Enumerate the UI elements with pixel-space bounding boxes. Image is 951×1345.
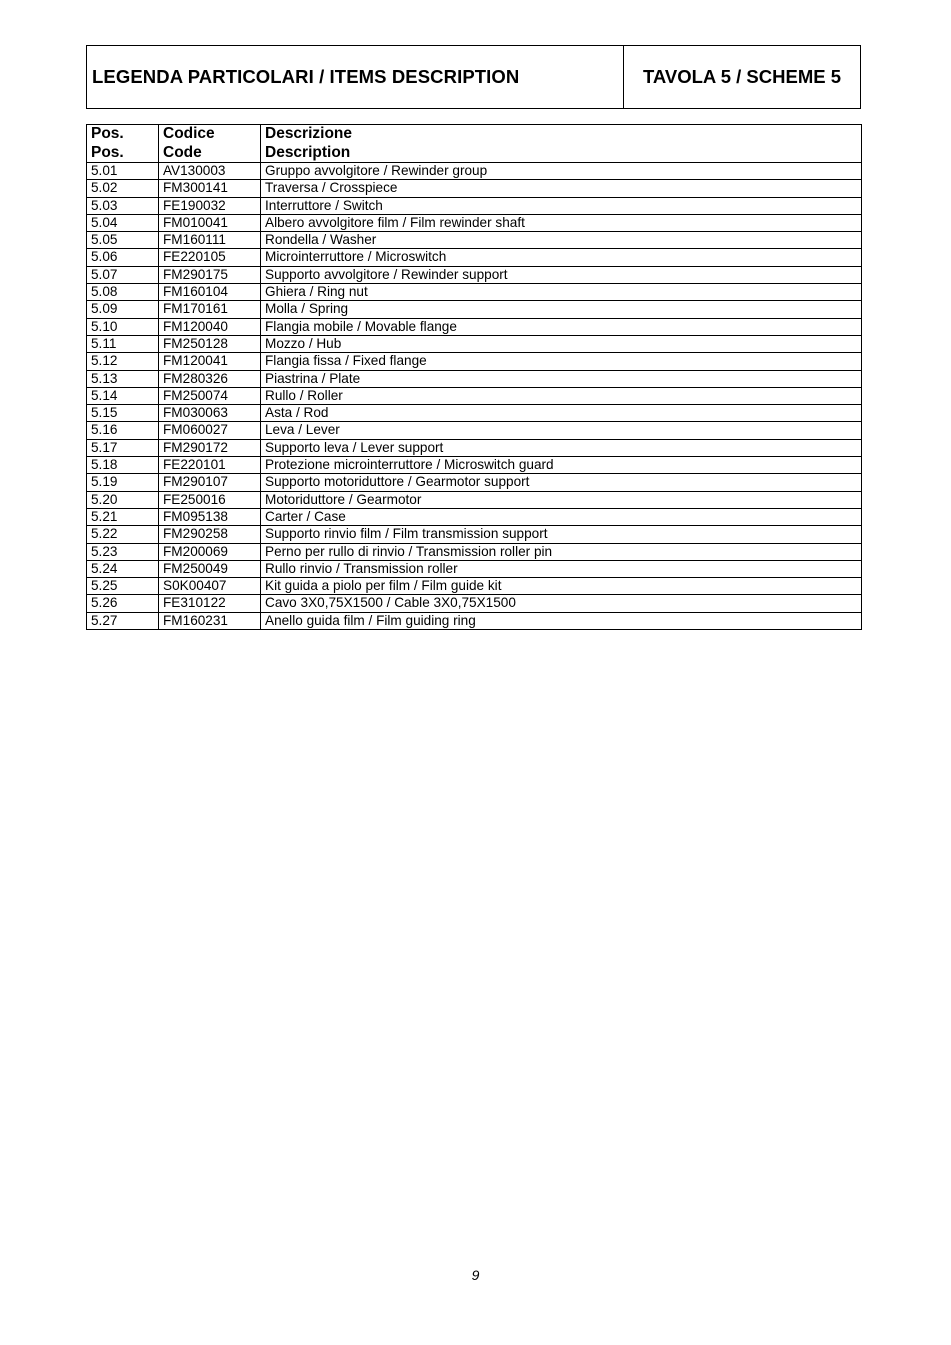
cell-code: FE190032 bbox=[159, 197, 261, 214]
cell-code: FM060027 bbox=[159, 422, 261, 439]
cell-description: Albero avvolgitore film / Film rewinder shaft bbox=[261, 214, 862, 231]
cell-position: 5.20 bbox=[87, 491, 159, 508]
cell-position: 5.01 bbox=[87, 163, 159, 180]
cell-description: Interruttore / Switch bbox=[261, 197, 862, 214]
cell-description: Asta / Rod bbox=[261, 405, 862, 422]
table-row bbox=[87, 612, 862, 629]
table-row bbox=[87, 422, 862, 439]
cell-code: FM095138 bbox=[159, 508, 261, 525]
column-header-line: Pos. bbox=[91, 143, 124, 161]
cell-position: 5.02 bbox=[87, 180, 159, 197]
cell-description: Molla / Spring bbox=[261, 301, 862, 318]
cell-position: 5.03 bbox=[87, 197, 159, 214]
cell-position: 5.17 bbox=[87, 439, 159, 456]
cell-description: Microinterruttore / Microswitch bbox=[261, 249, 862, 266]
table-row bbox=[87, 163, 862, 180]
cell-description: Flangia mobile / Movable flange bbox=[261, 318, 862, 335]
table-row bbox=[87, 318, 862, 335]
cell-position: 5.06 bbox=[87, 249, 159, 266]
cell-description: Carter / Case bbox=[261, 508, 862, 525]
cell-description: Ghiera / Ring nut bbox=[261, 284, 862, 301]
table-row bbox=[87, 457, 862, 474]
cell-description: Cavo 3X0,75X1500 / Cable 3X0,75X1500 bbox=[261, 595, 862, 612]
column-header-line: Pos. bbox=[91, 125, 124, 142]
table-row bbox=[87, 197, 862, 214]
cell-description: Supporto leva / Lever support bbox=[261, 439, 862, 456]
cell-position: 5.08 bbox=[87, 284, 159, 301]
table-row bbox=[87, 560, 862, 577]
cell-code: FE250016 bbox=[159, 491, 261, 508]
cell-position: 5.12 bbox=[87, 353, 159, 370]
cell-code: FM290258 bbox=[159, 526, 261, 543]
cell-description: Protezione microinterruttore / Microswitch guard bbox=[261, 457, 862, 474]
table-header-row bbox=[87, 125, 862, 163]
table-row bbox=[87, 595, 862, 612]
cell-code: FM300141 bbox=[159, 180, 261, 197]
table-row bbox=[87, 526, 862, 543]
table-row bbox=[87, 249, 862, 266]
cell-position: 5.22 bbox=[87, 526, 159, 543]
cell-code: FM290172 bbox=[159, 439, 261, 456]
cell-position: 5.11 bbox=[87, 335, 159, 352]
cell-description: Rullo rinvio / Transmission roller bbox=[261, 560, 862, 577]
cell-position: 5.13 bbox=[87, 370, 159, 387]
table-row bbox=[87, 370, 862, 387]
cell-position: 5.26 bbox=[87, 595, 159, 612]
document-title: LEGENDA PARTICOLARI / ITEMS DESCRIPTION bbox=[87, 46, 624, 108]
column-header-description bbox=[261, 125, 862, 163]
column-header-line: Descrizione bbox=[265, 125, 353, 142]
cell-code: FM280326 bbox=[159, 370, 261, 387]
cell-position: 5.15 bbox=[87, 405, 159, 422]
cell-code: FM030063 bbox=[159, 405, 261, 422]
cell-position: 5.21 bbox=[87, 508, 159, 525]
table-row bbox=[87, 543, 862, 560]
cell-position: 5.04 bbox=[87, 214, 159, 231]
cell-code: FM200069 bbox=[159, 543, 261, 560]
cell-code: FM290107 bbox=[159, 474, 261, 491]
cell-position: 5.07 bbox=[87, 266, 159, 283]
cell-description: Kit guida a piolo per film / Film guide kit bbox=[261, 578, 862, 595]
cell-description: Perno per rullo di rinvio / Transmission roller pin bbox=[261, 543, 862, 560]
table-row bbox=[87, 284, 862, 301]
table-row bbox=[87, 335, 862, 352]
cell-code: FM120040 bbox=[159, 318, 261, 335]
table-row bbox=[87, 439, 862, 456]
table-row bbox=[87, 214, 862, 231]
table-row bbox=[87, 301, 862, 318]
cell-description: Anello guida film / Film guiding ring bbox=[261, 612, 862, 629]
cell-code: FM010041 bbox=[159, 214, 261, 231]
cell-position: 5.09 bbox=[87, 301, 159, 318]
column-header-position bbox=[87, 125, 159, 163]
cell-description: Rondella / Washer bbox=[261, 232, 862, 249]
cell-code: FM120041 bbox=[159, 353, 261, 370]
cell-code: FM160111 bbox=[159, 232, 261, 249]
table-row bbox=[87, 508, 862, 525]
cell-description: Rullo / Roller bbox=[261, 387, 862, 404]
cell-code: FM290175 bbox=[159, 266, 261, 283]
cell-code: FM250049 bbox=[159, 560, 261, 577]
column-header-line: Description bbox=[265, 143, 351, 161]
cell-description: Traversa / Crosspiece bbox=[261, 180, 862, 197]
items-table bbox=[86, 124, 862, 630]
cell-description: Supporto avvolgitore / Rewinder support bbox=[261, 266, 862, 283]
table-row bbox=[87, 180, 862, 197]
cell-code: FE220101 bbox=[159, 457, 261, 474]
table-row bbox=[87, 405, 862, 422]
table-row bbox=[87, 474, 862, 491]
cell-position: 5.27 bbox=[87, 612, 159, 629]
cell-description: Piastrina / Plate bbox=[261, 370, 862, 387]
cell-description: Supporto motoriduttore / Gearmotor support bbox=[261, 474, 862, 491]
cell-position: 5.16 bbox=[87, 422, 159, 439]
cell-position: 5.25 bbox=[87, 578, 159, 595]
cell-code: FM170161 bbox=[159, 301, 261, 318]
cell-code: AV130003 bbox=[159, 163, 261, 180]
table-row bbox=[87, 232, 862, 249]
cell-code: FM160231 bbox=[159, 612, 261, 629]
page-number: 9 bbox=[471, 1267, 480, 1283]
cell-position: 5.05 bbox=[87, 232, 159, 249]
cell-position: 5.14 bbox=[87, 387, 159, 404]
cell-position: 5.18 bbox=[87, 457, 159, 474]
cell-position: 5.24 bbox=[87, 560, 159, 577]
table-row bbox=[87, 387, 862, 404]
cell-code: S0K00407 bbox=[159, 578, 261, 595]
cell-position: 5.19 bbox=[87, 474, 159, 491]
cell-code: FE310122 bbox=[159, 595, 261, 612]
column-header-code bbox=[159, 125, 261, 163]
table-row bbox=[87, 266, 862, 283]
cell-description: Gruppo avvolgitore / Rewinder group bbox=[261, 163, 862, 180]
cell-description: Mozzo / Hub bbox=[261, 335, 862, 352]
cell-position: 5.10 bbox=[87, 318, 159, 335]
cell-description: Flangia fissa / Fixed flange bbox=[261, 353, 862, 370]
cell-position: 5.23 bbox=[87, 543, 159, 560]
items-table-body bbox=[87, 163, 862, 630]
table-row bbox=[87, 578, 862, 595]
column-header-line: Codice bbox=[163, 125, 215, 142]
scheme-label: TAVOLA 5 / SCHEME 5 bbox=[642, 66, 842, 87]
cell-code: FM160104 bbox=[159, 284, 261, 301]
cell-description: Supporto rinvio film / Film transmission support bbox=[261, 526, 862, 543]
cell-description: Leva / Lever bbox=[261, 422, 862, 439]
column-header-line: Code bbox=[163, 143, 202, 161]
header-box bbox=[86, 45, 861, 109]
cell-code: FM250128 bbox=[159, 335, 261, 352]
cell-code: FE220105 bbox=[159, 249, 261, 266]
cell-description: Motoriduttore / Gearmotor bbox=[261, 491, 862, 508]
table-row bbox=[87, 353, 862, 370]
table-row bbox=[87, 491, 862, 508]
cell-code: FM250074 bbox=[159, 387, 261, 404]
